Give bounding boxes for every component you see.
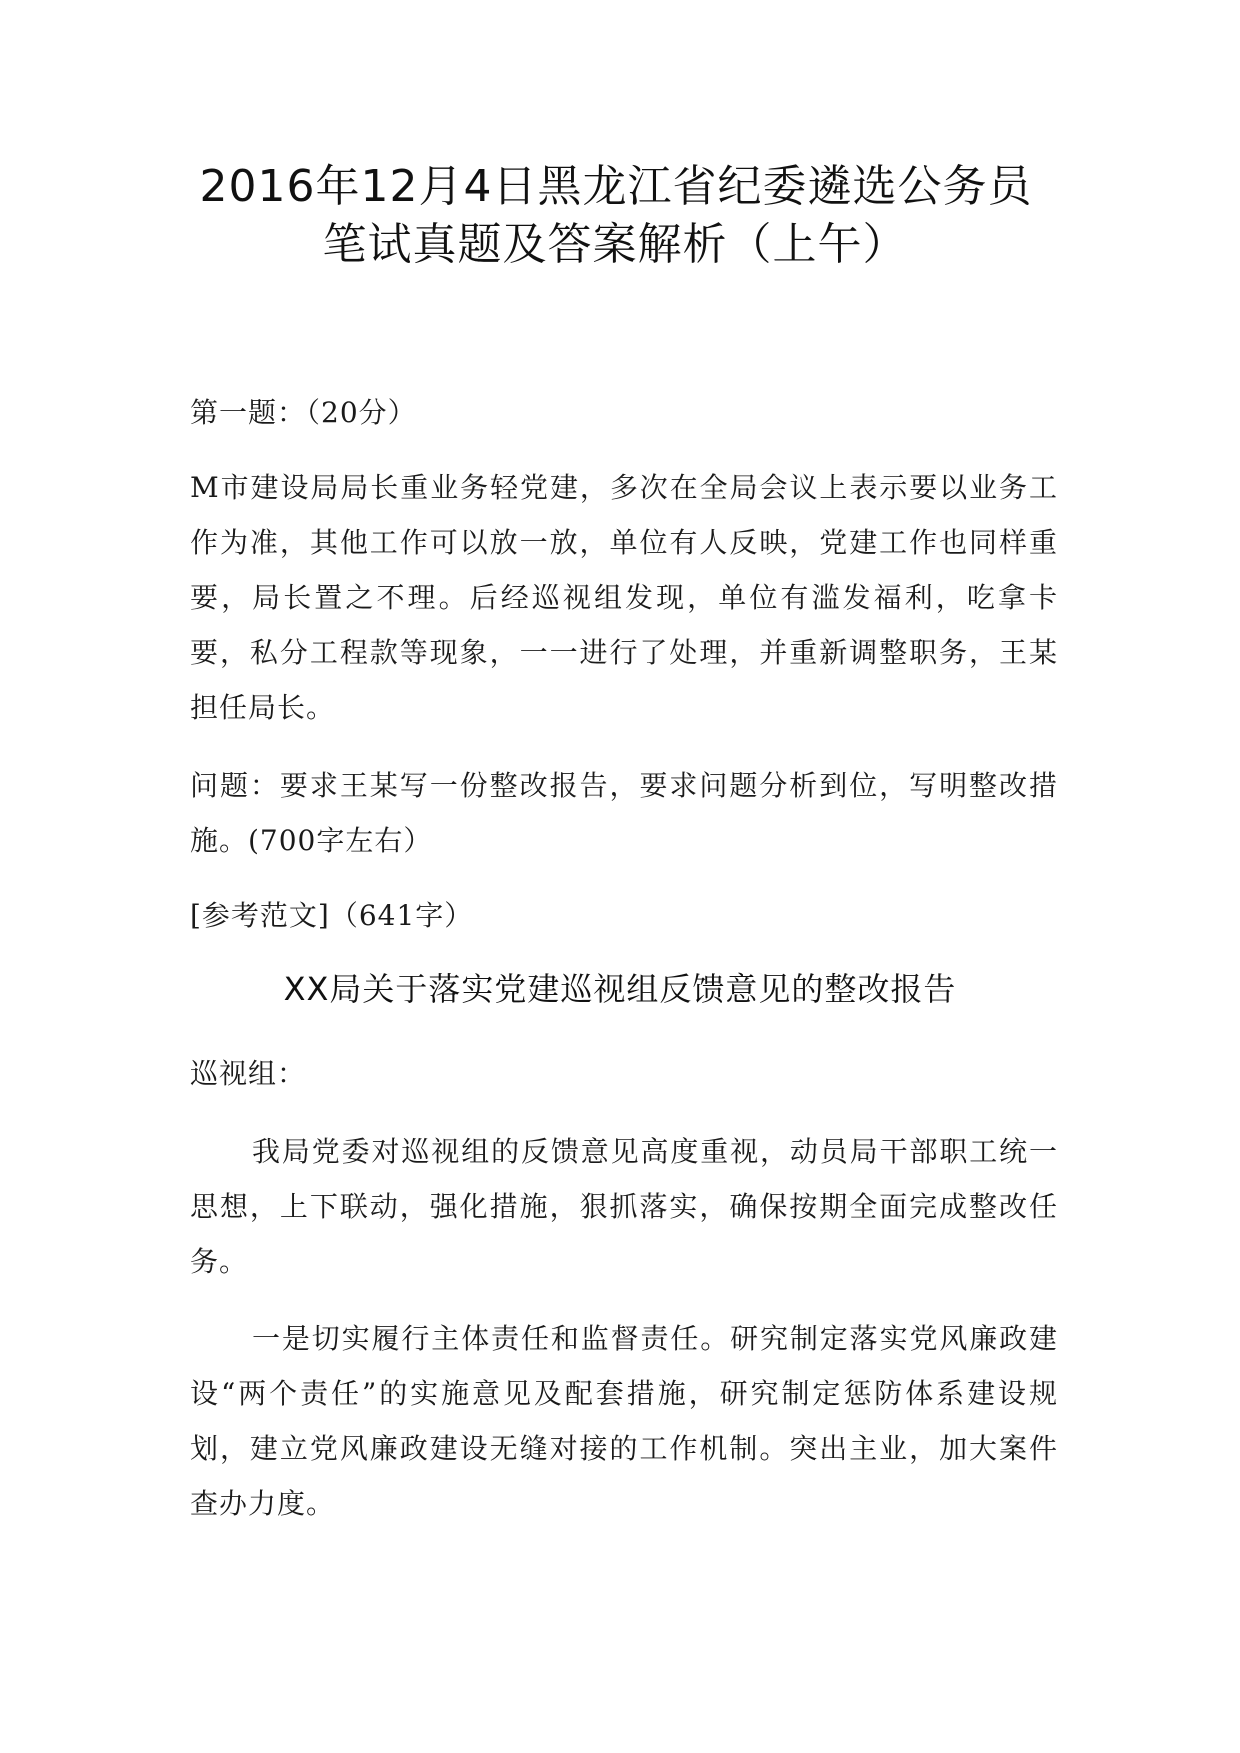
report-salutation: 巡视组：	[190, 1057, 307, 1090]
question-1-label: 第一题：（20分）	[190, 396, 417, 429]
report-paragraph: 我局党委对巡视组的反馈意见高度重视，动员局干部职工统一思想，上下联动，强化措施，狠抓落实，确保按期全面完成整改任务。	[190, 1135, 1058, 1278]
reference-essay-label: [参考范文]（641字）	[190, 899, 474, 932]
document-title	[0, 158, 1240, 274]
document-title-line-2: 笔试真题及答案解析（上午）	[322, 219, 908, 270]
question-1-body: M市建设局局长重业务轻党建，多次在全局会议上表示要以业务工作为准，其他工作可以放一放，单位有人反映，党建工作也同样重要，局长置之不理。后经巡视组发现，单位有滥发福利，吃拿卡要，私分工程款等现象，一一进行了处理，并重新调整职务，王某担任局长。	[190, 471, 1058, 724]
report-title: XX局关于落实党建巡视组反馈意见的整改报告	[283, 970, 957, 1008]
report-paragraph: 一是切实履行主体责任和监督责任。研究制定落实党风廉政建设“两个责任”的实施意见及配套措施，研究制定惩防体系建设规划，建立党风廉政建设无缝对接的工作机制。突出主业，加大案件查办力度。	[190, 1322, 1058, 1520]
question-1-prompt: 问题：要求王某写一份整改报告，要求问题分析到位，写明整改措施。(700字左右）	[190, 769, 1058, 857]
document-title-line-1: 2016年12月4日黑龙江省纪委遴选公务员	[199, 161, 1033, 212]
